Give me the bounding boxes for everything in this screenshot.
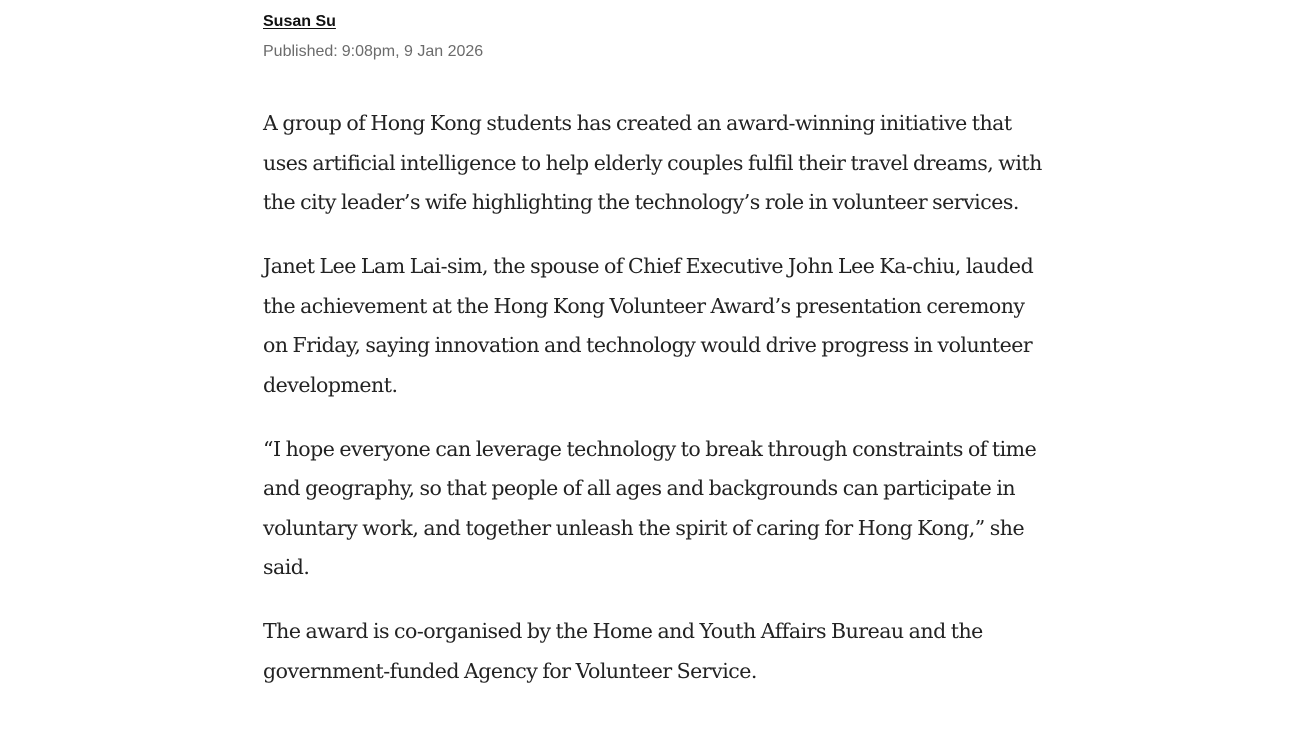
article xyxy=(263,0,1053,716)
byline xyxy=(263,12,1053,62)
article-paragraph: The award is co-organised by the Home and Youth Affairs Bureau and the government-funded Agency for Volunteer Service. xyxy=(263,619,983,683)
article-paragraph: “I hope everyone can leverage technology to break through constraints of time and geography, so that people of all ages and backgrounds can participate in voluntary work, and together unleash the spirit of caring for Hong Kong,” she said. xyxy=(263,436,1037,579)
article-paragraph: Janet Lee Lam Lai-sim, the spouse of Chief Executive John Lee Ka-chiu, lauded the achievement at the Hong Kong Volunteer Award’s presentation ceremony on Friday, saying innovation and technology would drive progress in volunteer development. xyxy=(263,254,1034,397)
author-link[interactable]: Susan Su xyxy=(263,13,336,30)
article-paragraph: A group of Hong Kong students has created an award-winning initiative that uses artificial intelligence to help elderly couples fulfil their travel dreams, with the city leader’s wife highlighting the technology’s role in volunteer services. xyxy=(263,111,1042,214)
published-label: Published: xyxy=(263,43,338,60)
published-timestamp xyxy=(263,42,1053,62)
published-time: 9:08pm, 9 Jan 2026 xyxy=(341,43,484,60)
article-body xyxy=(263,104,1053,691)
